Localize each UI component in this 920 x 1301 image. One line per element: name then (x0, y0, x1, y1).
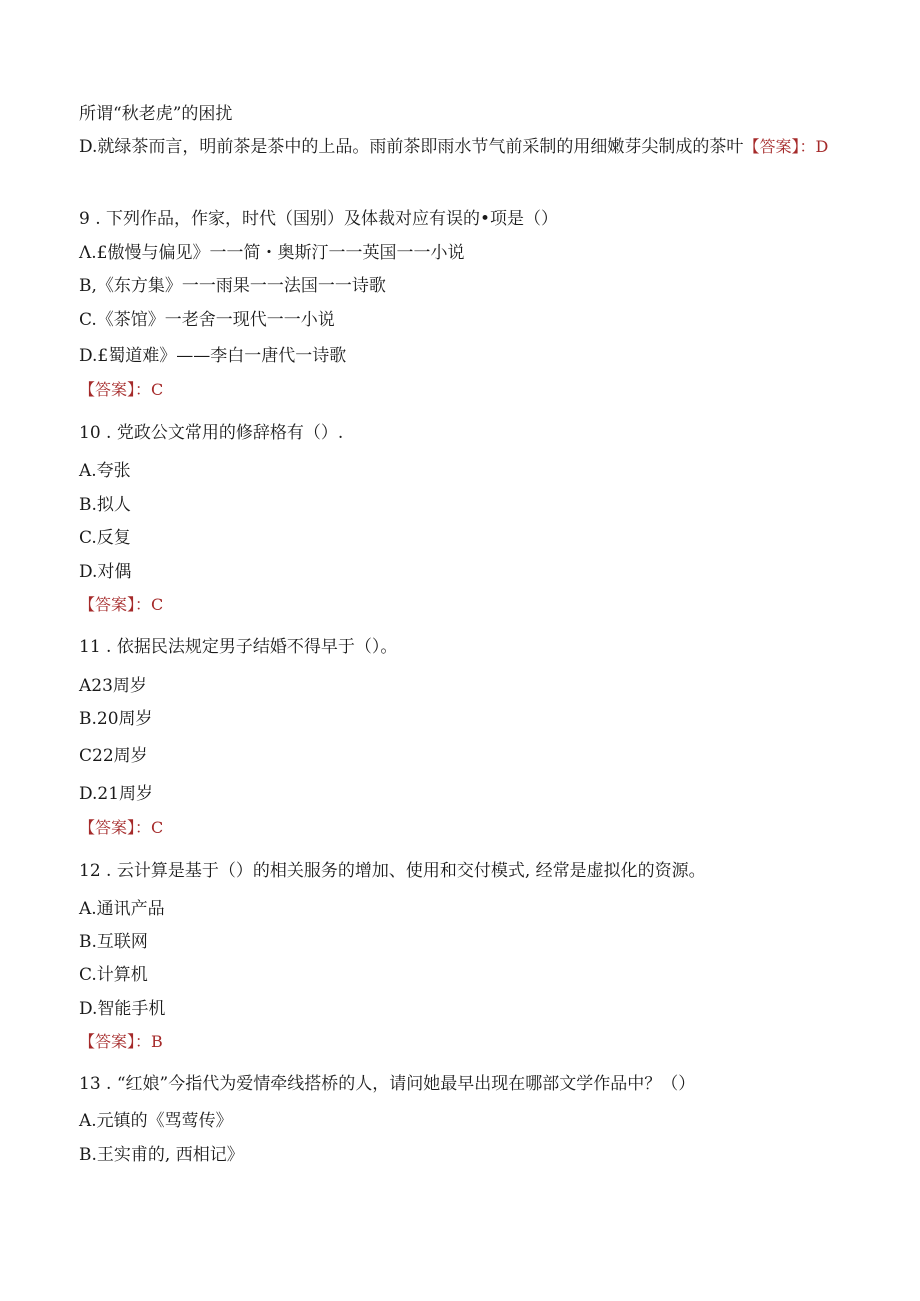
option-d-with-answer (79, 130, 850, 164)
question-13: 13 . “红娘”今指代为爱情牵线搭桥的人，请问她最早出现在哪部文学作品中？（） (79, 1074, 696, 1094)
option-c: C.《茶馆》一老舍一现代一一小说 (79, 310, 335, 330)
answer-label: 【答案】：C (79, 380, 164, 399)
option-c: C.反复 (79, 528, 131, 548)
option-b: B.王实甫的, 西相记》 (79, 1145, 244, 1165)
question-10: 10 . 党政公文常用的修辞格有（）. (79, 423, 344, 443)
answer-label: 【答案】：C (79, 818, 164, 837)
option-b: B.20周岁 (79, 709, 153, 729)
question-9: 9 . 下列作品，作家，时代（国别）及体裁对应有误的•项是（） (79, 209, 559, 229)
option-a: A.通讯产品 (79, 899, 165, 919)
option-c: C22周岁 (79, 746, 148, 766)
option-d: D.智能手机 (79, 999, 166, 1019)
option-d: D.£蜀道难》——李白一唐代一诗歌 (79, 346, 347, 366)
option-b: B.互联网 (79, 932, 148, 952)
option-b: B.拟人 (79, 495, 131, 515)
option-a: A.元镇的《骂莺传》 (79, 1111, 233, 1131)
text-line: 所谓“秋老虎”的困扰 (79, 104, 233, 124)
option-a: A.夸张 (79, 461, 131, 481)
option-d: D.对偶 (79, 562, 132, 582)
answer-label: 【答案】：B (79, 1032, 163, 1051)
option-a: Λ.£傲慢与偏见》一一简・奥斯汀一一英国一一小说 (79, 243, 465, 263)
question-12: 12 . 云计算是基于（）的相关服务的增加、使用和交付模式, 经常是虚拟化的资源。 (79, 861, 706, 881)
option-d: D.21周岁 (79, 784, 154, 804)
option-c: C.计算机 (79, 965, 148, 985)
question-11: 11 . 依据民法规定男子结婚不得早于（）。 (79, 637, 398, 657)
answer-label: 【答案】：D (743, 137, 829, 156)
answer-label: 【答案】：C (79, 595, 164, 614)
option-text: D.就绿茶而言，明前茶是茶中的上品。雨前茶即雨水节气前采制的用细嫩芽尖制成的茶叶 (79, 137, 744, 157)
option-b: B,《东方集》一一雨果一一法国一一诗歌 (79, 276, 386, 296)
option-a: A23周岁 (79, 676, 147, 696)
